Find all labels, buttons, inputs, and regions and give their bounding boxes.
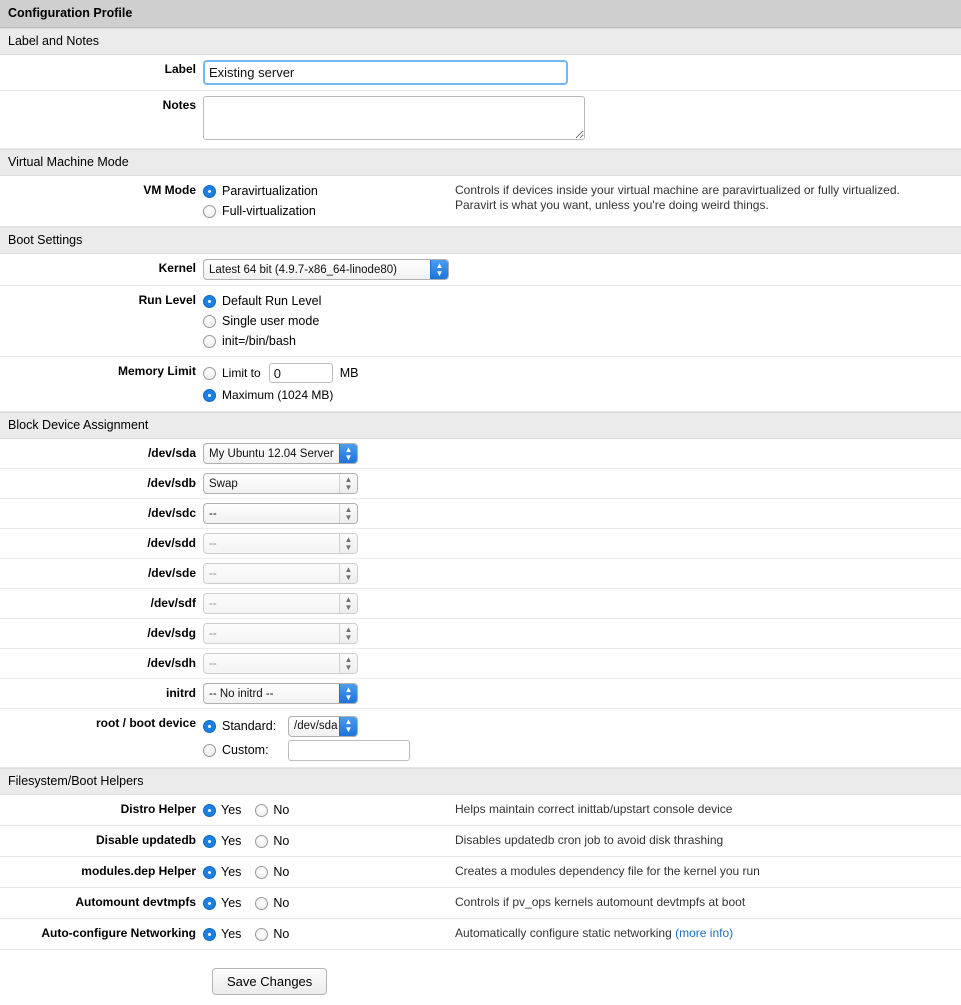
notes-textarea[interactable] — [203, 96, 585, 140]
row-label — [0, 55, 961, 91]
chevron-updown-icon: ▲ ▼ — [339, 717, 357, 736]
auto-configure-networking-yes-label: Yes — [221, 927, 242, 941]
vm-mode-option-full-virtualization[interactable] — [203, 201, 443, 221]
kernel-label: Kernel — [158, 261, 196, 275]
standard-label: Standard: — [222, 719, 277, 733]
section-header-label-and-notes: Label and Notes — [0, 28, 961, 55]
radio-limit-to-icon[interactable] — [203, 367, 216, 380]
notes-field-label: Notes — [162, 98, 196, 112]
automount-devtmpfs-radio-group[interactable] — [203, 893, 443, 913]
automount-devtmpfs-no-label: No — [273, 896, 290, 910]
chevron-updown-icon: ▲ ▼ — [339, 624, 357, 643]
row-dev-sdh — [0, 649, 961, 679]
dev-sdf-label: /dev/sdf — [150, 596, 196, 610]
radio-paravirtualization-icon[interactable] — [203, 185, 216, 198]
chevron-updown-icon: ▲ ▼ — [339, 594, 357, 613]
root-boot-option-standard[interactable] — [203, 714, 463, 738]
row-initrd — [0, 679, 961, 709]
automount-devtmpfs-yes-label: Yes — [221, 896, 242, 910]
memory-limit-unit: MB — [339, 366, 359, 380]
vm-mode-option-paravirtualization[interactable] — [203, 181, 443, 201]
dev-sdb-select[interactable] — [203, 473, 358, 494]
disable-updatedb-label: Disable updatedb — [95, 833, 196, 847]
auto-configure-networking-radio-group[interactable] — [203, 924, 443, 944]
label-help — [583, 55, 961, 69]
run-level-option-init-bin-bash[interactable] — [203, 331, 443, 351]
dev-sdc-label: /dev/sdc — [147, 506, 196, 520]
radio-automount-devtmpfs-no-icon[interactable] — [255, 897, 268, 910]
run-level-option-single-user[interactable] — [203, 311, 443, 331]
row-automount-devtmpfs — [0, 888, 961, 919]
vm-mode-label: VM Mode — [143, 183, 196, 197]
radio-disable-updatedb-yes-icon[interactable] — [203, 835, 216, 848]
memory-limit-label: Memory Limit — [117, 364, 196, 378]
disable-updatedb-no-label: No — [273, 834, 290, 848]
row-disable-updatedb — [0, 826, 961, 857]
memory-limit-help — [443, 357, 961, 371]
vm-mode-option-label: Full-virtualization — [222, 204, 316, 218]
row-memory-limit — [0, 357, 961, 412]
dev-sda-select[interactable] — [203, 443, 358, 464]
window-title: Configuration Profile — [0, 0, 961, 28]
row-dev-sdd — [0, 529, 961, 559]
radio-auto-configure-networking-no-icon[interactable] — [255, 928, 268, 941]
radio-maximum-icon[interactable] — [203, 389, 216, 402]
distro-helper-radio-group[interactable] — [203, 800, 443, 820]
initrd-label: initrd — [166, 686, 196, 700]
run-level-option-label: init=/bin/bash — [222, 334, 297, 348]
automount-devtmpfs-label: Automount devtmpfs — [75, 895, 196, 909]
vm-mode-help-line-2: Paravirt is what you want, unless you're doing weird things. — [455, 198, 769, 212]
disable-updatedb-yes-label: Yes — [221, 834, 242, 848]
radio-distro-helper-yes-icon[interactable] — [203, 804, 216, 817]
distro-helper-no-label: No — [273, 803, 290, 817]
radio-disable-updatedb-no-icon[interactable] — [255, 835, 268, 848]
run-level-label: Run Level — [138, 293, 196, 307]
row-modules-dep-helper — [0, 857, 961, 888]
distro-helper-help: Helps maintain correct inittab/upstart console device — [455, 802, 733, 816]
root-boot-option-custom[interactable] — [203, 738, 463, 762]
form-footer — [0, 950, 961, 1005]
section-header-block-device-assignment: Block Device Assignment — [0, 412, 961, 439]
dev-sdg-label: /dev/sdg — [147, 626, 196, 640]
dev-sdd-label: /dev/sdd — [147, 536, 196, 550]
modules-dep-helper-label: modules.dep Helper — [81, 864, 196, 878]
auto-configure-networking-label: Auto-configure Networking — [41, 926, 196, 940]
vm-mode-option-label: Paravirtualization — [222, 184, 318, 198]
auto-configure-networking-help-text: Automatically configure static networking — [455, 926, 676, 940]
dev-sda-label: /dev/sda — [147, 446, 196, 460]
root-boot-custom-input[interactable] — [288, 740, 410, 761]
chevron-updown-icon: ▲ ▼ — [339, 444, 357, 463]
radio-single-user-mode-icon[interactable] — [203, 315, 216, 328]
row-dev-sdf — [0, 589, 961, 619]
dev-sdf-select-value: -- — [209, 597, 217, 610]
chevron-updown-icon: ▲ ▼ — [339, 564, 357, 583]
root-boot-standard-select[interactable] — [288, 716, 358, 737]
run-level-option-label: Single user mode — [222, 314, 320, 328]
run-level-option-default[interactable] — [203, 291, 443, 311]
kernel-help — [449, 254, 961, 268]
section-header-vm-mode: Virtual Machine Mode — [0, 149, 961, 176]
dev-sdh-select-value: -- — [209, 657, 217, 670]
chevron-updown-icon: ▲ ▼ — [339, 474, 357, 493]
auto-configure-networking-no-label: No — [273, 927, 290, 941]
vm-mode-help — [443, 176, 961, 220]
row-dev-sdc — [0, 499, 961, 529]
radio-standard-icon[interactable] — [203, 720, 216, 733]
root-boot-device-label: root / boot device — [95, 716, 196, 730]
modules-dep-helper-no-label: No — [273, 865, 290, 879]
row-notes — [0, 91, 961, 149]
radio-modules-dep-helper-yes-icon[interactable] — [203, 866, 216, 879]
dev-sde-select-value: -- — [209, 567, 217, 580]
dev-sdf-select[interactable] — [203, 593, 358, 614]
root-boot-standard-value: /dev/sda — [294, 720, 338, 732]
modules-dep-helper-yes-label: Yes — [221, 865, 242, 879]
radio-custom-icon[interactable] — [203, 744, 216, 757]
row-auto-configure-networking — [0, 919, 961, 950]
more-info-link[interactable]: (more info) — [675, 926, 734, 940]
radio-init-bin-bash-icon[interactable] — [203, 335, 216, 348]
maximum-label: Maximum (1024 MB) — [222, 388, 334, 402]
notes-help — [598, 91, 961, 105]
label-input[interactable] — [203, 60, 568, 85]
chevron-updown-icon: ▲ ▼ — [339, 684, 357, 703]
initrd-select-value: -- No initrd -- — [209, 687, 274, 700]
row-dev-sde — [0, 559, 961, 589]
row-dev-sdg — [0, 619, 961, 649]
section-header-boot-settings: Boot Settings — [0, 227, 961, 254]
dev-sdh-select[interactable] — [203, 653, 358, 674]
dev-sdc-select-value: -- — [209, 507, 217, 520]
automount-devtmpfs-help: Controls if pv_ops kernels automount devtmpfs at boot — [455, 895, 746, 909]
row-dev-sdb — [0, 469, 961, 499]
radio-full-virtualization-icon[interactable] — [203, 205, 216, 218]
kernel-select[interactable] — [203, 259, 449, 280]
dev-sdb-label: /dev/sdb — [147, 476, 196, 490]
radio-modules-dep-helper-no-icon[interactable] — [255, 866, 268, 879]
limit-to-label: Limit to — [222, 366, 261, 380]
chevron-updown-icon: ▲ ▼ — [339, 534, 357, 553]
memory-limit-option-maximum[interactable] — [203, 384, 443, 406]
modules-dep-helper-help: Creates a modules dependency file for the kernel you run — [455, 864, 760, 878]
row-distro-helper — [0, 795, 961, 826]
save-changes-button[interactable]: Save Changes — [212, 968, 327, 995]
disable-updatedb-help: Disables updatedb cron job to avoid disk thrashing — [455, 833, 724, 847]
run-level-help — [443, 286, 961, 300]
label-field-label: Label — [164, 62, 196, 76]
dev-sdb-select-value: Swap — [209, 477, 238, 490]
chevron-updown-icon: ▲ ▼ — [339, 504, 357, 523]
dev-sde-label: /dev/sde — [147, 566, 196, 580]
dev-sdc-select[interactable] — [203, 503, 358, 524]
radio-auto-configure-networking-yes-icon[interactable] — [203, 928, 216, 941]
dev-sdd-select-value: -- — [209, 537, 217, 550]
dev-sdh-label: /dev/sdh — [147, 656, 196, 670]
row-dev-sda — [0, 439, 961, 469]
radio-distro-helper-no-icon[interactable] — [255, 804, 268, 817]
chevron-updown-icon: ▲ ▼ — [430, 260, 448, 279]
distro-helper-label: Distro Helper — [120, 802, 196, 816]
dev-sdd-select[interactable] — [203, 533, 358, 554]
vm-mode-help-line-1: Controls if devices inside your virtual machine are paravirtualized or fully virtualized. — [455, 183, 900, 197]
row-root-boot-device — [0, 709, 961, 768]
dev-sde-select[interactable] — [203, 563, 358, 584]
distro-helper-yes-label: Yes — [221, 803, 242, 817]
dev-sda-select-value: My Ubuntu 12.04 Server — [209, 447, 334, 460]
disable-updatedb-radio-group[interactable] — [203, 831, 443, 851]
memory-limit-option-limit-to[interactable] — [203, 362, 443, 384]
memory-limit-input[interactable] — [269, 363, 333, 383]
row-run-level — [0, 286, 961, 357]
kernel-select-value: Latest 64 bit (4.9.7-x86_64-linode80) — [209, 263, 397, 276]
row-vm-mode — [0, 176, 961, 227]
dev-sdg-select-value: -- — [209, 627, 217, 640]
section-header-filesystem-boot-helpers: Filesystem/Boot Helpers — [0, 768, 961, 795]
radio-default-run-level-icon[interactable] — [203, 295, 216, 308]
run-level-option-label: Default Run Level — [222, 294, 322, 308]
modules-dep-helper-radio-group[interactable] — [203, 862, 443, 882]
initrd-select[interactable] — [203, 683, 358, 704]
row-kernel — [0, 254, 961, 286]
dev-sdg-select[interactable] — [203, 623, 358, 644]
chevron-updown-icon: ▲ ▼ — [339, 654, 357, 673]
custom-label: Custom: — [222, 743, 269, 757]
radio-automount-devtmpfs-yes-icon[interactable] — [203, 897, 216, 910]
